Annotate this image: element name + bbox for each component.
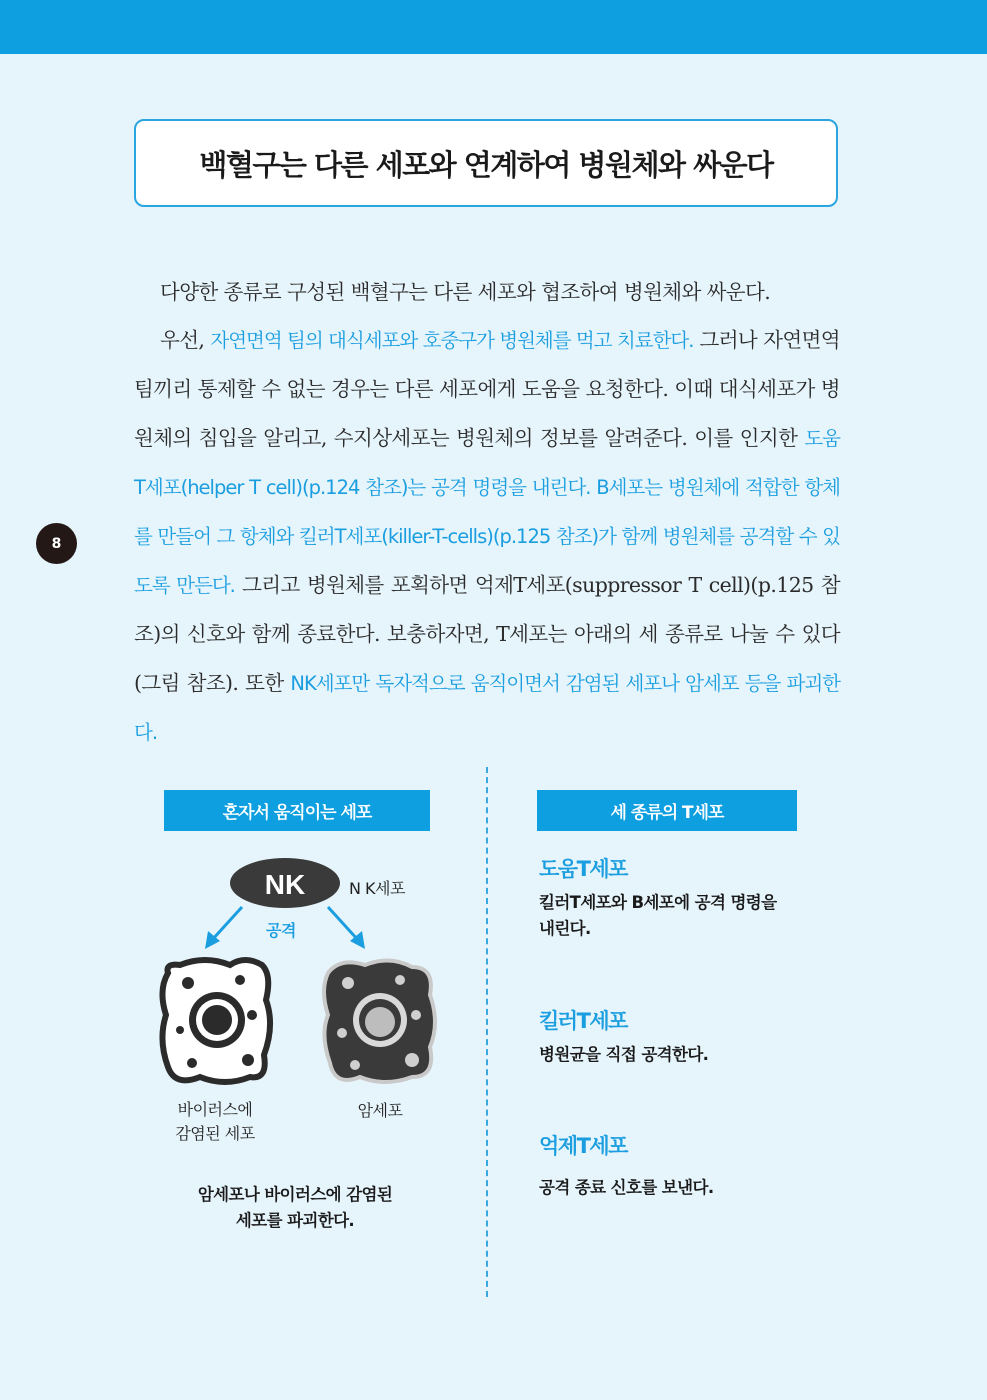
p2-highlight: 도움T세포(helper T cell)(p.124 참조)는 공격 명령을 내린다. B세포는 병원체에 적합한 항체를 만들어 그 항체와 킬러T세포(killer-T-cells)(p.125 참조)가 함께 병원체를 공격할 수 있도록 만든다.: [134, 426, 840, 598]
t-cell-desc-killer: 병원균을 직접 공격한다.: [539, 1045, 709, 1064]
t-cell-title-killer: 킬러T세포: [539, 1009, 627, 1033]
attack-arrow-left: [212, 907, 242, 940]
t-cell-title-helper: 도움T세포: [539, 857, 627, 881]
body-text: [134, 268, 840, 757]
infected-organelle: [247, 1010, 257, 1020]
cancer-organelle: [342, 977, 354, 989]
panel-divider: [486, 767, 488, 1297]
page-title: 백혈구는 다른 세포와 연계하여 병원체와 싸운다: [199, 147, 773, 182]
nk-diagram: [150, 855, 450, 1095]
left-panel-header: 혼자서 움직이는 세포: [164, 790, 430, 831]
t-cell-title-suppressor: 억제T세포: [539, 1134, 627, 1158]
infected-organelle: [176, 1026, 184, 1034]
p2-highlight: 자연면역 팀의 대식세포와 호중구가 병원체를 먹고 치료한다.: [210, 329, 694, 353]
title-box: [134, 119, 838, 207]
p2-segment: 그리고 병원체를 포획하면 억제T세포(suppressor T cell)(p.125 참조)의 신호와 함께 종료한다. 보충하자면, T세포는 아래의 세 종류로 나눌 수 있다(그림 참조). 또한: [134, 573, 840, 695]
infected-organelle: [235, 975, 245, 985]
cancer-nucleus-core: [365, 1007, 395, 1037]
nk-cell-label: N K세포: [349, 879, 405, 898]
t-cell-desc-helper: 킬러T세포와 B세포에 공격 명령을 내린다.: [539, 893, 777, 938]
p2-highlight: NK세포만 독자적으로 움직이면서 감염된 세포나 암세포 등을 파괴한다.: [134, 671, 840, 744]
top-banner: [0, 0, 987, 54]
cancer-organelle: [350, 1060, 360, 1070]
infected-organelle: [187, 1058, 197, 1068]
cancer-organelle: [411, 1010, 421, 1020]
infected-cell-label: 바이러스에 감염된 세포: [175, 1100, 255, 1143]
infected-organelle: [242, 1054, 254, 1066]
cancer-organelle: [337, 1028, 347, 1038]
paragraph-1: 다양한 종류로 구성된 백혈구는 다른 세포와 협조하여 병원체와 싸운다.: [160, 280, 771, 304]
right-panel-header: 세 종류의 T세포: [537, 790, 797, 831]
left-panel-caption: 암세포나 바이러스에 감염된 세포를 파괴한다.: [197, 1185, 393, 1230]
paragraph-2: [134, 316, 840, 757]
page-number: 8: [36, 523, 77, 564]
p2-segment: 우선,: [160, 328, 211, 353]
attack-arrow-right: [328, 907, 358, 940]
attack-label: 공격: [266, 921, 296, 940]
nk-label: NK: [264, 869, 306, 900]
infected-nucleus-core: [202, 1005, 232, 1035]
cancer-cell-label: 암세포: [357, 1101, 403, 1120]
cancer-organelle: [395, 975, 405, 985]
p2-segment: 그러나 자연면역 팀끼리 통제할 수 없는 경우는 다른 세포에게 도움을 요청한다. 이때 대식세포가 병원체의 침입을 알리고, 수지상세포는 병원체의 정보를 알려준다. 이를 인지한: [134, 328, 840, 450]
infected-organelle: [182, 977, 194, 989]
cancer-organelle: [405, 1053, 419, 1067]
t-cell-desc-suppressor: 공격 종료 신호를 보낸다.: [539, 1178, 714, 1197]
